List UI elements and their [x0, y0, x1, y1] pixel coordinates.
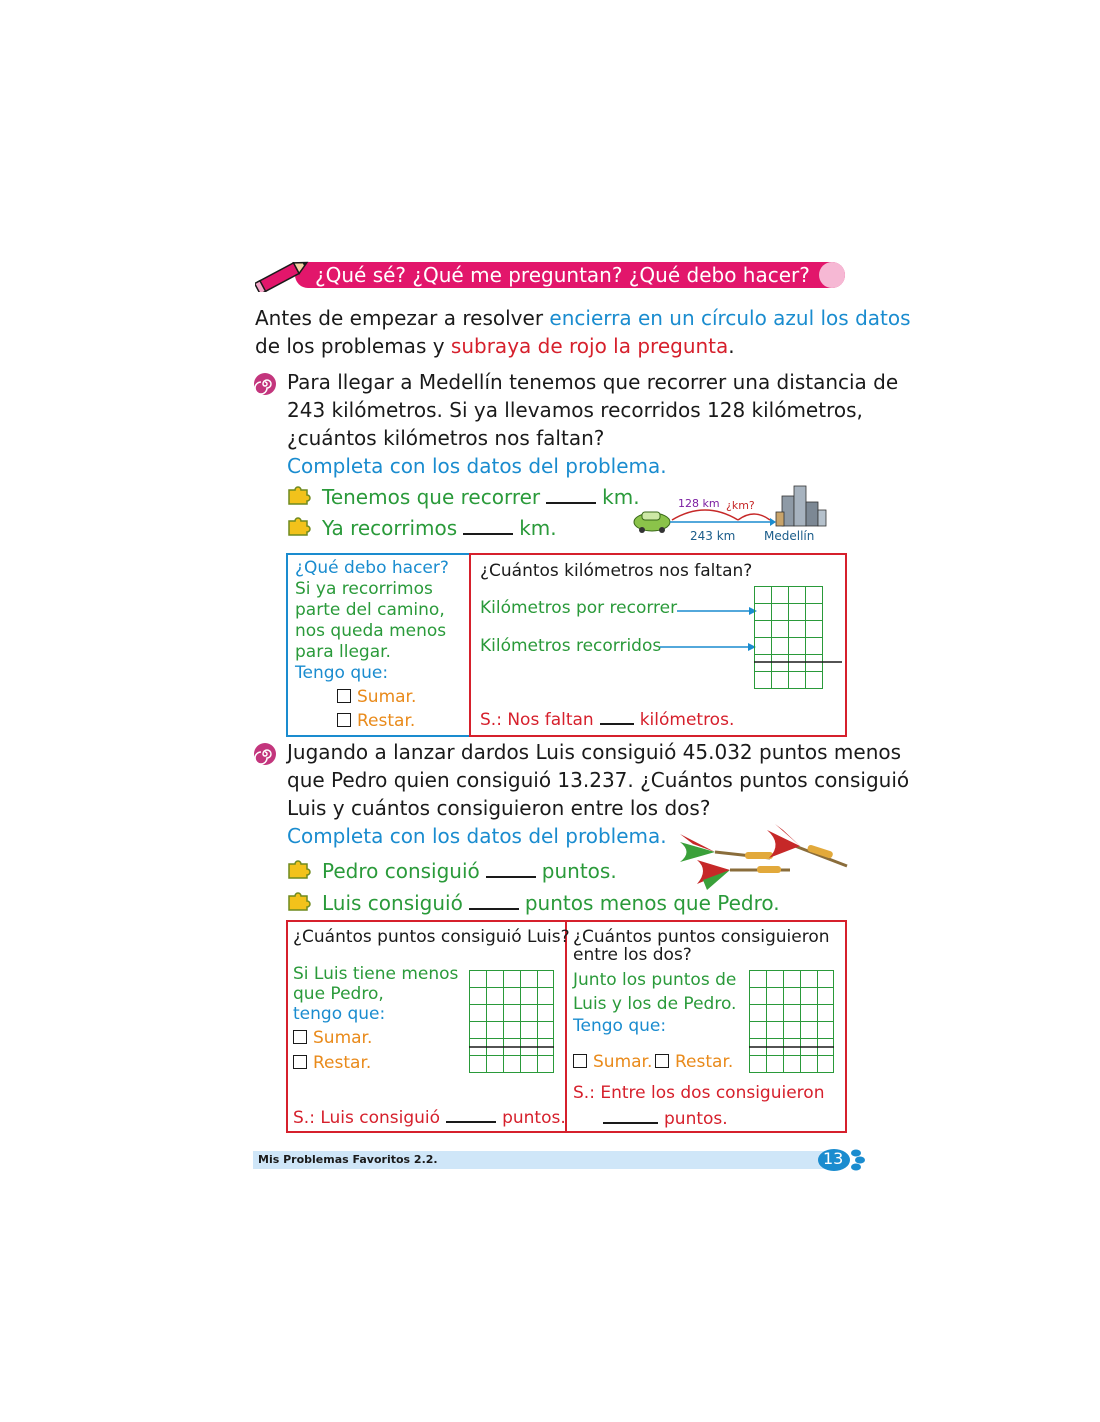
strategy-line: Si ya recorrimos	[295, 579, 433, 599]
route-city-label: Medellín	[764, 529, 815, 543]
puzzle-piece-icon	[286, 890, 314, 912]
arrow-icon	[660, 642, 756, 652]
answer-blank[interactable]	[463, 515, 513, 535]
problem2-line-2: que Pedro quien consiguió 13.237. ¿Cuántos puntos consiguió	[287, 768, 910, 792]
puzzle-piece-icon	[286, 515, 314, 537]
answer-blank[interactable]	[486, 858, 536, 878]
header-banner	[255, 258, 850, 292]
puzzle-piece-icon	[286, 484, 314, 506]
fill-unit: puntos.	[541, 859, 617, 883]
option-label: Restar.	[675, 1052, 734, 1072]
total-answer: S.: Entre los dos consiguieron	[573, 1083, 825, 1103]
intro-text: Antes de empezar a resolver	[255, 306, 550, 330]
answer-blank[interactable]	[603, 1108, 658, 1124]
intro-line-1	[255, 304, 911, 332]
checkbox[interactable]	[655, 1054, 669, 1068]
answer-unit: puntos.	[664, 1109, 728, 1129]
problem1-instruction: Completa con los datos del problema.	[287, 454, 667, 478]
problem1-line-1: Para llegar a Medellín tenemos que recorrer una distancia de	[287, 370, 899, 394]
luis-question: ¿Cuántos puntos consiguió Luis?	[293, 927, 570, 947]
option-label: Sumar.	[593, 1052, 653, 1072]
intro-period: .	[728, 334, 735, 358]
darts-illustration	[675, 822, 850, 892]
problem1-line-2: 243 kilómetros. Si ya llevamos recorridos 128 kilómetros,	[287, 398, 863, 422]
option-restar[interactable]	[655, 1052, 733, 1073]
checkbox[interactable]	[293, 1055, 307, 1069]
spiral-bullet-icon	[253, 372, 277, 396]
calculation-grid[interactable]	[754, 586, 844, 690]
fill-unit: puntos menos que Pedro.	[524, 891, 780, 915]
problem2-fill-1	[322, 857, 617, 885]
intro-red-instruction: subraya de rojo la pregunta	[450, 334, 729, 358]
problem2-line-1: Jugando a lanzar dardos Luis consiguió 45.032 puntos menos	[287, 740, 902, 764]
problem1-line-3: ¿cuántos kilómetros nos faltan?	[287, 426, 605, 450]
problem2-line-3: Luis y cuántos consiguieron entre los dos?	[287, 796, 711, 820]
fill-label: Luis consiguió	[322, 891, 463, 915]
answer-blank[interactable]	[446, 1107, 496, 1123]
option-sumar[interactable]	[293, 1028, 372, 1049]
calculation-grid[interactable]	[469, 970, 555, 1074]
total-answer-2	[597, 1108, 728, 1130]
checkbox[interactable]	[337, 689, 351, 703]
spiral-bullet-icon	[253, 742, 277, 766]
option-label: Restar.	[357, 711, 416, 731]
option-sumar[interactable]	[573, 1052, 652, 1073]
calculation-grid[interactable]	[749, 970, 835, 1074]
luis-answer	[293, 1107, 566, 1129]
fill-label: Tenemos que recorrer	[322, 485, 541, 509]
fill-unit: km.	[519, 516, 557, 540]
option-label: Sumar.	[357, 687, 417, 707]
strategy-question: ¿Qué debo hacer?	[295, 558, 449, 578]
answer-unit: kilómetros.	[639, 710, 735, 730]
checkbox[interactable]	[293, 1030, 307, 1044]
intro-blue-instruction: encierra en un círculo azul los datos	[549, 306, 911, 330]
option-restar[interactable]	[337, 711, 415, 732]
answer-blank[interactable]	[546, 484, 596, 504]
problem2-fill-2	[322, 889, 780, 917]
total-line: Luis y los de Pedro.	[573, 994, 737, 1014]
route-km-top: 128 km	[678, 497, 720, 510]
checkbox[interactable]	[573, 1054, 587, 1068]
option-sumar[interactable]	[337, 687, 416, 708]
problem1-fill-1	[322, 483, 640, 511]
answer-unit: puntos.	[502, 1108, 566, 1128]
fill-label: Pedro consiguió	[322, 859, 480, 883]
fill-unit: km.	[602, 485, 640, 509]
total-question-2: entre los dos?	[573, 945, 692, 965]
page-number: 13	[823, 1149, 844, 1168]
route-km-bottom: 243 km	[690, 529, 736, 543]
luis-tengo-que: tengo que:	[293, 1004, 386, 1024]
puzzle-piece-icon	[286, 858, 314, 880]
total-line: Junto los puntos de	[573, 970, 737, 990]
strategy-line: nos queda menos	[295, 621, 447, 641]
work-question: ¿Cuántos kilómetros nos faltan?	[480, 561, 753, 581]
problem1-fill-2	[322, 514, 557, 542]
answer-label: S.: Luis consiguió	[293, 1108, 441, 1128]
answer-blank[interactable]	[600, 709, 634, 725]
fill-label: Ya recorrimos	[322, 516, 458, 540]
intro-text-2: de los problemas y	[255, 334, 451, 358]
total-question: ¿Cuántos puntos consiguieron	[573, 927, 830, 947]
answer-blank[interactable]	[469, 890, 519, 910]
checkbox[interactable]	[337, 713, 351, 727]
row-label-to-travel: Kilómetros por recorrer	[480, 598, 678, 618]
route-figure	[630, 482, 830, 544]
strategy-line: para llegar.	[295, 642, 391, 662]
problem2-instruction: Completa con los datos del problema.	[287, 824, 667, 848]
header-title: ¿Qué sé? ¿Qué me preguntan? ¿Qué debo hacer?	[315, 263, 810, 287]
option-label: Sumar.	[313, 1028, 373, 1048]
answer-label: S.: Nos faltan	[480, 710, 594, 730]
option-restar[interactable]	[293, 1053, 371, 1074]
route-km-question: ¿km?	[726, 499, 755, 512]
intro-line-2	[255, 332, 735, 360]
total-tengo-que: Tengo que:	[573, 1016, 667, 1036]
row-label-traveled: Kilómetros recorridos	[480, 636, 662, 656]
problem1-answer	[480, 709, 734, 731]
luis-line: que Pedro,	[293, 984, 384, 1004]
footer-book-title: Mis Problemas Favoritos 2.2.	[258, 1153, 438, 1166]
strategy-tengo-que: Tengo que:	[295, 663, 389, 683]
strategy-line: parte del camino,	[295, 600, 445, 620]
arrow-icon	[677, 606, 757, 616]
luis-line: Si Luis tiene menos	[293, 964, 459, 984]
option-label: Restar.	[313, 1053, 372, 1073]
